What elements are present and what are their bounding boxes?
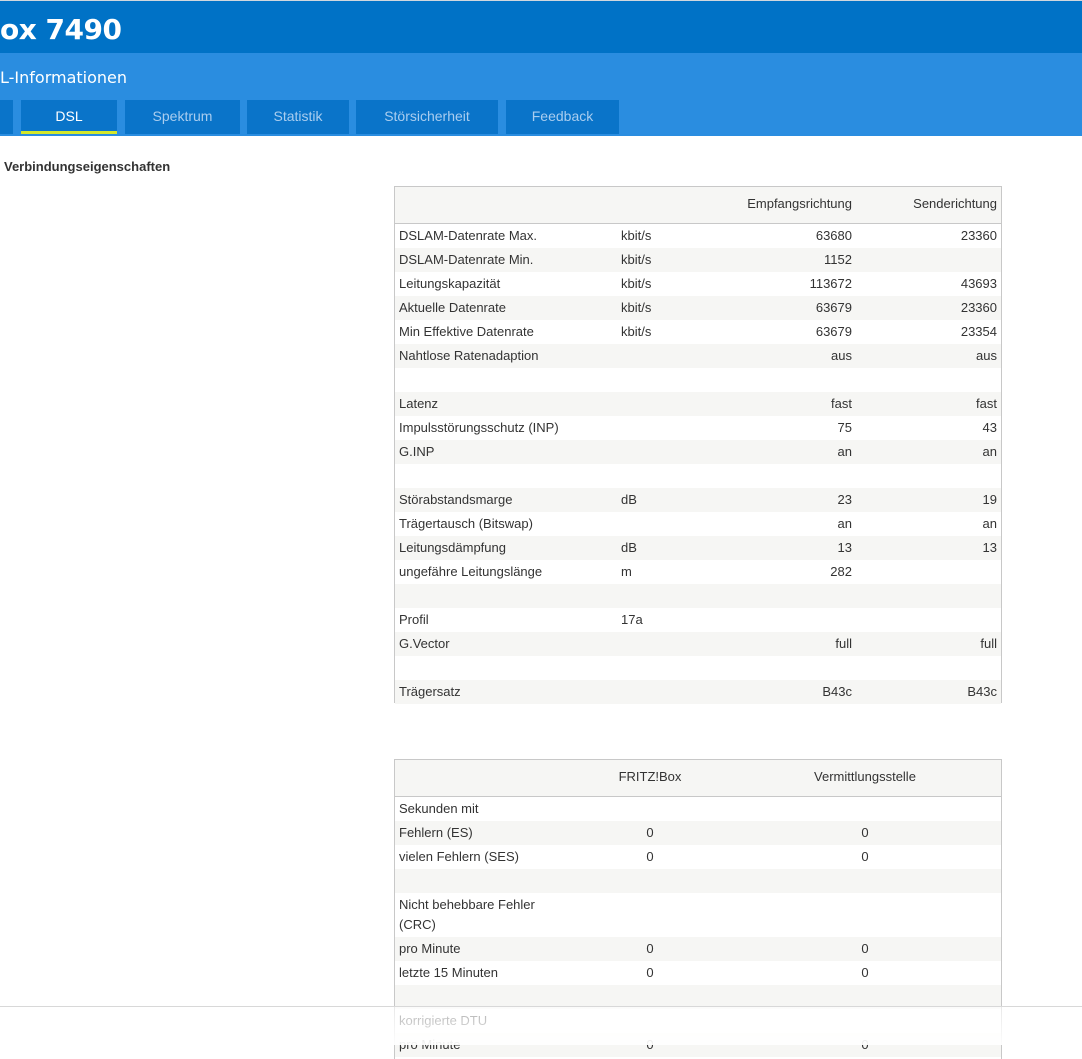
row-label: DSLAM-Datenrate Max. [399, 228, 537, 243]
bottom-overlay [0, 1006, 1082, 1045]
table-row [395, 440, 1001, 464]
table-header [395, 760, 1001, 797]
tab-overview[interactable] [0, 100, 13, 134]
top-bar [0, 0, 1082, 53]
table-row [395, 845, 1001, 869]
table-row [395, 656, 1001, 680]
row-label: G.INP [399, 444, 435, 459]
row-receive-value: 1152 [824, 252, 852, 267]
table-row [395, 869, 1001, 893]
row-unit: dB [621, 540, 637, 555]
row-receive-value: fast [831, 396, 852, 411]
row-send-value: aus [976, 348, 997, 363]
table-row [395, 272, 1001, 296]
row-receive-value: 282 [830, 564, 852, 579]
connection-properties-title: Verbindungseigenschaften [4, 159, 171, 174]
page-title: ox 7490 [0, 13, 122, 46]
row-send-value: 23360 [960, 228, 997, 243]
tab-statistik[interactable]: Statistik [247, 100, 349, 134]
row-receive-value: 63680 [815, 228, 852, 243]
row-exchange-value: 0 [861, 849, 869, 864]
row-fritzbox-value: 0 [646, 941, 654, 956]
row-send-value: an [982, 516, 997, 531]
row-label: vielen Fehlern (SES) [399, 849, 519, 864]
row-fritzbox-value: 0 [646, 849, 654, 864]
sub-bar [0, 53, 1082, 136]
table-row [395, 416, 1001, 440]
row-label: Nahtlose Ratenadaption [399, 348, 539, 363]
table-header [395, 187, 1001, 224]
row-label: ungefähre Leitungslänge [399, 564, 543, 579]
row-label: Min Effektive Datenrate [399, 324, 534, 339]
table-row [395, 536, 1001, 560]
table-row [395, 296, 1001, 320]
row-unit: kbit/s [621, 276, 652, 291]
row-label: Fehlern (ES) [399, 825, 473, 840]
table-row [395, 680, 1001, 704]
table-row [395, 320, 1001, 344]
tab-spektrum[interactable]: Spektrum [125, 100, 240, 134]
row-send-value: 43693 [960, 276, 997, 291]
header-exchange: Vermittlungsstelle [814, 769, 916, 784]
row-receive-value: B43c [822, 684, 852, 699]
row-send-value: 23360 [960, 300, 997, 315]
tab-dsl[interactable]: DSL [21, 100, 117, 134]
row-receive-value: 63679 [815, 300, 852, 315]
table-row [395, 797, 1001, 821]
row-label: Störabstandsmarge [399, 492, 513, 507]
row-send-value: 43 [982, 420, 997, 435]
tab-stoersicherheit[interactable]: Störsicherheit [356, 100, 498, 134]
row-label: Trägertausch (Bitswap) [399, 516, 533, 531]
table-row [395, 560, 1001, 584]
row-send-value: 13 [982, 540, 997, 555]
row-send-value: 23354 [960, 324, 997, 339]
row-receive-value: 75 [837, 420, 852, 435]
row-label: G.Vector [399, 636, 450, 651]
row-receive-value: an [837, 444, 852, 459]
row-unit: dB [621, 492, 637, 507]
row-label: Sekunden mit [399, 801, 479, 816]
row-label: Leitungskapazität [399, 276, 501, 291]
table-row [395, 893, 1001, 937]
row-label: Nicht behebbare Fehler [399, 897, 535, 912]
row-receive-value: 63679 [815, 324, 852, 339]
row-exchange-value: 0 [861, 965, 869, 980]
row-receive-value: aus [831, 348, 852, 363]
table-row [395, 368, 1001, 392]
row-receive-value: an [837, 516, 852, 531]
row-unit: kbit/s [621, 324, 652, 339]
row-label: DSLAM-Datenrate Min. [399, 252, 534, 267]
row-exchange-value: 0 [861, 941, 869, 956]
row-receive-value: 23 [837, 492, 852, 507]
header-fritzbox: FRITZ!Box [618, 769, 682, 784]
table-row [395, 248, 1001, 272]
header-send: Senderichtung [913, 196, 997, 211]
row-exchange-value: 0 [861, 825, 869, 840]
row-label: letzte 15 Minuten [399, 965, 499, 980]
row-label: Trägersatz [399, 684, 461, 699]
row-unit: kbit/s [621, 300, 652, 315]
table-row [395, 961, 1001, 985]
row-unit: 17a [621, 612, 643, 627]
header-receive: Empfangsrichtung [747, 196, 852, 211]
row-send-value: 19 [982, 492, 997, 507]
row-label: Latenz [399, 396, 439, 411]
row-receive-value: 113672 [809, 276, 852, 291]
row-label: Leitungsdämpfung [399, 540, 506, 555]
row-unit: m [621, 564, 632, 579]
row-send-value: full [980, 636, 997, 651]
row-label-continued: (CRC) [399, 917, 436, 932]
table-row [395, 821, 1001, 845]
row-label: pro Minute [399, 941, 461, 956]
row-send-value: an [982, 444, 997, 459]
row-fritzbox-value: 0 [646, 965, 654, 980]
row-send-value: fast [976, 396, 997, 411]
row-unit: kbit/s [621, 252, 652, 267]
row-label: Impulsstörungsschutz (INP) [399, 420, 559, 435]
table-body [395, 224, 1001, 704]
table-row [395, 344, 1001, 368]
row-label: Profil [399, 612, 429, 627]
tab-feedback[interactable]: Feedback [506, 100, 619, 134]
connection-properties-table [394, 186, 1002, 703]
table-row [395, 608, 1001, 632]
table-row [395, 488, 1001, 512]
table-row [395, 584, 1001, 608]
row-unit: kbit/s [621, 228, 652, 243]
row-label: Aktuelle Datenrate [399, 300, 506, 315]
table-row [395, 512, 1001, 536]
row-receive-value: full [835, 636, 852, 651]
row-receive-value: 13 [837, 540, 852, 555]
table-row [395, 937, 1001, 961]
section-heading: L-Informationen [0, 68, 128, 87]
table-row [395, 224, 1001, 248]
table-row [395, 632, 1001, 656]
table-row [395, 464, 1001, 488]
row-fritzbox-value: 0 [646, 825, 654, 840]
table-row [395, 392, 1001, 416]
row-send-value: B43c [967, 684, 997, 699]
